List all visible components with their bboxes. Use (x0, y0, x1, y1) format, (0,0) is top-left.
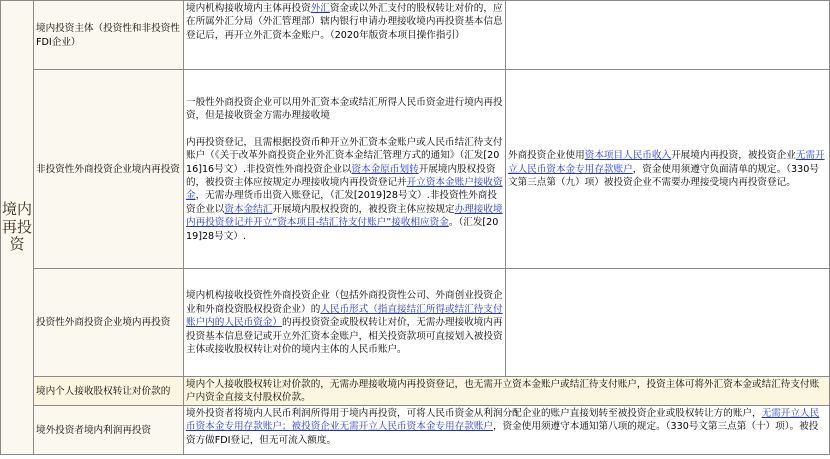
row-name-cell (34, 269, 184, 377)
table-row (1, 1, 830, 70)
row-name-cell (34, 377, 184, 406)
highlight-link[interactable]: 无需开立人民币资本金专用存款账户；被投资企业无需开立人民币资本金专用存款账户 (186, 408, 820, 433)
row-name: 非投资性外商投资企业境内再投资 (36, 163, 180, 175)
row-name-cell (34, 1, 184, 70)
highlight-link[interactable]: 资本项目人民币收入 (584, 150, 672, 162)
highlight-link[interactable]: 资本金原币划转 (351, 163, 419, 175)
category-cell (1, 1, 34, 455)
highlight-link[interactable]: 办理接收境内再投资登记并开立“资本项目-结汇待支付账户”接收相应资金 (186, 203, 503, 229)
category-label: 境内再投资 (2, 200, 33, 254)
highlight-link[interactable]: 人民币形式（指直接结汇所得或结汇待支付账户内的人民币资金） (186, 303, 503, 329)
row-name: 投资性外商投资企业境内再投资 (36, 317, 171, 329)
rule-cell: 境内机构接收境内主体再投资外汇资金或以外汇支付的股权转让对价的，应在所属外汇分局（外汇管理部）辖内银行申请办理接收境内再投资基本信息登记后，再开立外汇资本金账户。（2020年版资本项目操作指引） (184, 1, 506, 70)
row-name-cell (34, 406, 184, 455)
row-name: 境内投资主体（投资性和非投资性FDI企业） (36, 23, 180, 48)
table-row (1, 70, 830, 269)
note-cell (506, 1, 830, 70)
note-cell: 外商投资企业使用资本项目人民币收入开展境内再投资，被投资企业无需开立人民币资本金专用存款账户，资金使用须遵守负面清单的规定。（330号文第三点第（九）项）被投资企业不需要办理接受境内再投资登记。 (506, 70, 830, 269)
rule-cell: 一般性外商投资企业可以用外汇资本金或结汇所得人民币资金进行境内再投资，但是接收资金方需办理接收境 内再投资登记，且需根据投资币种开立外汇资本金账户或人民币结汇待支付账户（《关于改革外商投资企业外汇资本金结汇管理方式的通知》（汇发[2016]16号文）.非投资性外商投资企业以资本金原币划转开展境内股权投资的，被投资主体应按规定办理接收境内再投资登记并开立资本金账户接收资金，无需办理货币出资入账登记，（汇发[2019]28号文）.非投资性外商投资企业以资本金结汇开展境内股权投资的，被投资主体应按规定办理接收境内再投资登记并开立“资本项目-结汇待支付账户”接收相应资金。（汇发[2019]28号文）. (184, 70, 506, 269)
highlight-link[interactable]: 开立资本金账户接收资金 (186, 177, 503, 202)
merged-rule-cell: 境内个人接收股权转让对价款的，无需办理接收境内再投资登记，也无需开立资本金账户或结汇待支付账户，投资主体可将外汇资本金或结汇待支付账户内资金直接支付股权价款。 (184, 377, 830, 406)
rule-cell: 境内机构接收投资性外商投资企业（包括外商投资性公司、外商创业投资企业和外商投资股权投资企业）的人民币形式（指直接结汇所得或结汇待支付账户内的人民币资金）的再投资资金或股权转让对价，无需办理接收境内再投资基本信息登记或开立外汇资本金账户，相关投资款项可直接划入被投资主体或接收股权转让对价的境内主体的人民币账户。 (184, 269, 506, 377)
highlight-link[interactable]: 资本金结汇 (224, 203, 273, 215)
note-cell (506, 269, 830, 377)
table-row (1, 406, 830, 455)
table-row (1, 377, 830, 406)
highlight-link[interactable]: 外汇 (310, 3, 330, 14)
table-row (1, 269, 830, 377)
merged-rule-cell: 境外投资者将境内人民币利润所得用于境内再投资，可将人民币资金从利润分配企业的账户直接划转至被投资企业或股权转让方的账户，无需开立人民币资本金专用存款账户；被投资企业无需开立人民币资本金专用存款账户，资金使用须遵守本通知第八项的规定。（330号文第三点第（十）项）。被投资方做FDI登记，但无可流入额度。 (184, 406, 830, 455)
highlight-link[interactable]: 无需开立人民币资本金专用存款账户 (508, 150, 825, 175)
row-name: 境内个人接收股权转让对价款的 (36, 385, 171, 397)
row-name-cell (34, 70, 184, 269)
row-name: 境外投资者境内利润再投资 (36, 424, 152, 436)
